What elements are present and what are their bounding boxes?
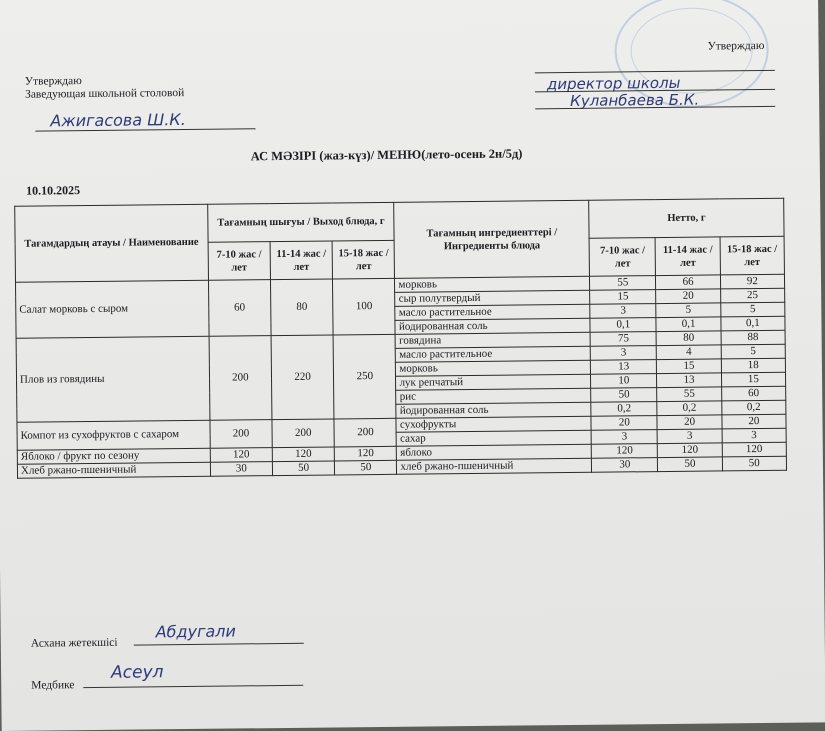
netto-value: 66 [656,275,720,290]
ingredient-name: морковь [395,276,590,292]
netto-value: 0,2 [591,402,657,417]
nurse-label: Медбике [31,679,75,692]
nurse-signature: Асеул [110,662,164,683]
approve-left-position: Заведующая школьной столовой [24,87,185,101]
netto-value: 5 [656,303,720,318]
ingredient-name: сахар [397,430,592,446]
menu-table [14,198,787,479]
dish-output: 120 [210,448,272,463]
netto-value: 55 [657,387,721,402]
netto-value: 20 [591,416,657,431]
ingredient-name: масло растительное [395,304,590,320]
dish-output: 200 [334,418,397,447]
netto-value: 92 [720,274,784,289]
netto-value: 55 [590,276,656,291]
cook-signature: Абдугали [155,621,236,642]
page-title: АС МӘЗІРІ (жаз-күз)/ МЕНЮ(лето-осень 2н/5д) [250,146,523,164]
ingredient-name: масло растительное [396,346,591,362]
netto-value: 0,1 [656,317,720,332]
cook-signature-line [134,643,304,646]
dish-name: Компот из сухофруктов с сахаром [17,420,210,450]
netto-value: 50 [591,388,657,403]
dish-output: 100 [333,278,396,335]
dish-output: 80 [270,279,333,336]
dish-output: 30 [210,462,272,477]
netto-value: 25 [720,288,784,303]
netto-value: 3 [591,430,657,445]
netto-value: 50 [658,457,722,472]
header-netto: Нетто, г [589,198,784,238]
approve-right-title: Утверждаю [707,39,765,53]
approve-left-title: Утверждаю [24,75,82,88]
nurse-signature-line [83,685,303,688]
ingredient-name: яблоко [397,444,592,460]
netto-value: 13 [657,373,721,388]
dish-output: 50 [272,461,334,476]
dish-output: 200 [209,336,272,421]
ingredient-name: йодированная соль [396,402,591,418]
netto-value: 50 [722,456,786,471]
dish-output: 220 [271,335,334,420]
ingredient-name: хлеб ржано-пшеничный [397,458,592,474]
netto-value: 120 [722,442,786,457]
netto-value: 0,2 [721,400,785,415]
netto-value: 20 [656,289,720,304]
netto-value: 75 [590,332,656,347]
netto-value: 0,1 [590,318,656,333]
approve-right-signature-line2: Куланбаева Б.К. [570,90,700,110]
dish-name: Плов из говядины [16,336,210,422]
dish-name: Яблоко / фрукт по сезону [17,448,210,464]
netto-value: 18 [721,358,785,373]
dish-output: 120 [334,446,396,461]
netto-value: 5 [721,344,785,359]
dish-name: Хлеб ржано-пшеничный [17,462,210,478]
netto-value: 0,2 [657,401,721,416]
dish-name: Салат морковь с сыром [15,280,208,338]
netto-value: 60 [721,386,785,401]
ingredient-name: морковь [396,360,591,376]
dish-output: 60 [208,280,271,337]
netto-value: 3 [590,304,656,319]
ingredient-name: сыр полутвердый [395,290,590,306]
dish-output: 200 [210,420,273,449]
netto-value: 120 [591,444,657,459]
ingredient-name: йодированная соль [395,318,590,334]
netto-value: 4 [657,345,721,360]
netto-value: 15 [590,290,656,305]
netto-value: 15 [657,359,721,374]
menu-date: 10.10.2025 [25,183,81,198]
netto-value: 20 [722,414,786,429]
header-ingredients: Тағамның ингредиенттері / Ингредиенты блюда [394,200,590,278]
netto-value: 0,1 [721,316,785,331]
header-output-age: 11-14 жас / лет [270,241,333,280]
ingredient-name: сухофрукты [396,416,591,432]
dish-output: 250 [333,334,396,419]
netto-value: 120 [658,443,722,458]
netto-value: 30 [592,458,658,473]
approve-left-signature: Ажигасова Ш.К. [50,109,186,131]
dish-output: 200 [272,419,335,448]
netto-value: 10 [591,374,657,389]
ingredient-name: говядина [396,332,591,348]
header-output-age: 15-18 жас / лет [332,240,395,279]
header-output-age: 7-10 жас / лет [208,242,271,281]
dish-output: 50 [335,460,397,475]
netto-value: 15 [721,372,785,387]
dish-output: 120 [272,447,334,462]
netto-value: 3 [722,428,786,443]
header-netto-age: 11-14 жас / лет [656,237,721,276]
approve-right-signature-line1: директор школы [546,73,681,94]
ingredient-name: лук репчатый [396,374,591,390]
header-netto-age: 7-10 жас / лет [589,238,656,277]
header-dish: Тағамдардың атауы / Наименование [15,204,209,282]
netto-value: 13 [591,360,657,375]
netto-value: 3 [658,429,722,444]
netto-value: 20 [657,415,721,430]
netto-value: 3 [590,346,656,361]
netto-value: 88 [721,330,785,345]
netto-value: 80 [657,331,721,346]
netto-value: 5 [720,302,784,317]
cook-label: Асхана жетекшісі [30,636,118,650]
ingredient-name: рис [396,388,591,404]
header-output: Тағамның шығуы / Выход блюда, г [207,202,394,242]
header-netto-age: 15-18 жас / лет [720,236,785,275]
